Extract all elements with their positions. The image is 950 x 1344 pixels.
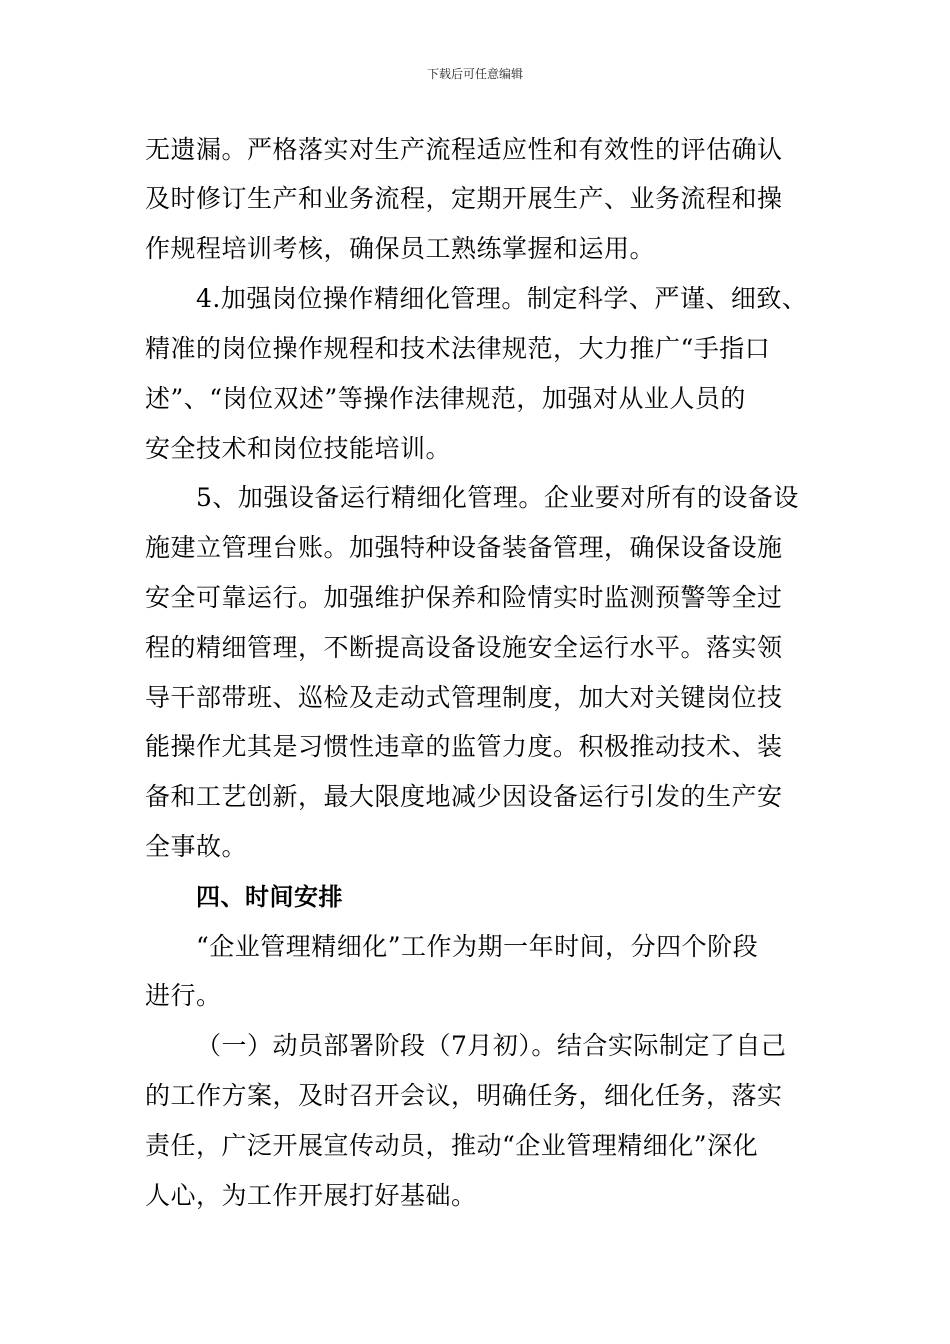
text-line: 精准的岗位操作规程和技术法律规范，大力推广“手指口 (145, 334, 771, 363)
text-line: 能操作尤其是习惯性违章的监管力度。积极推动技术、装 (145, 732, 783, 761)
text-line: “企业管理精细化”工作为期一年时间，分四个阶段 (196, 932, 759, 961)
text-line: 全事故。 (145, 832, 248, 861)
text-line: 程的精细管理，不断提高设备设施安全运行水平。落实领 (145, 633, 783, 662)
section-heading: 四、时间安排 (196, 883, 343, 911)
text-line: 人心，为工作开展打好基础。 (145, 1181, 477, 1210)
text-line: 导干部带班、巡检及走动式管理制度，加大对关键岗位技 (145, 683, 783, 712)
text-line: 5、加强设备运行精细化管理。企业要对所有的设备设 (196, 483, 799, 512)
text-line: 责任，广泛开展宣传动员，推动“企业管理精细化”深化 (145, 1131, 759, 1160)
text-line: 施建立管理台账。加强特种设备装备管理，确保设备设施 (145, 533, 783, 562)
text-line: 及时修订生产和业务流程，定期开展生产、业务流程和操 (145, 184, 783, 213)
text-line: 作规程培训考核，确保员工熟练掌握和运用。 (145, 234, 656, 263)
text-line: 的工作方案，及时召开会议，明确任务，细化任务，落实 (145, 1081, 783, 1110)
text-line: 进行。 (145, 981, 222, 1010)
text-line: 4.加强岗位操作精细化管理。制定科学、严谨、细致、 (196, 284, 808, 313)
text-line: 述”、“岗位双述”等操作法律规范，加强对从业人员的 (145, 384, 746, 413)
text-line: 安全可靠运行。加强维护保养和险情实时监测预警等全过 (145, 583, 783, 612)
text-line: 备和工艺创新，最大限度地减少因设备运行引发的生产安 (145, 782, 783, 811)
text-line: 安全技术和岗位技能培训。 (145, 434, 452, 463)
text-line: 无遗漏。严格落实对生产流程适应性和有效性的评估确认 (145, 135, 783, 164)
text-line: （一）动员部署阶段（7月初）。结合实际制定了自己 (196, 1031, 787, 1060)
page-header: 下载后可任意编辑 (426, 67, 523, 81)
